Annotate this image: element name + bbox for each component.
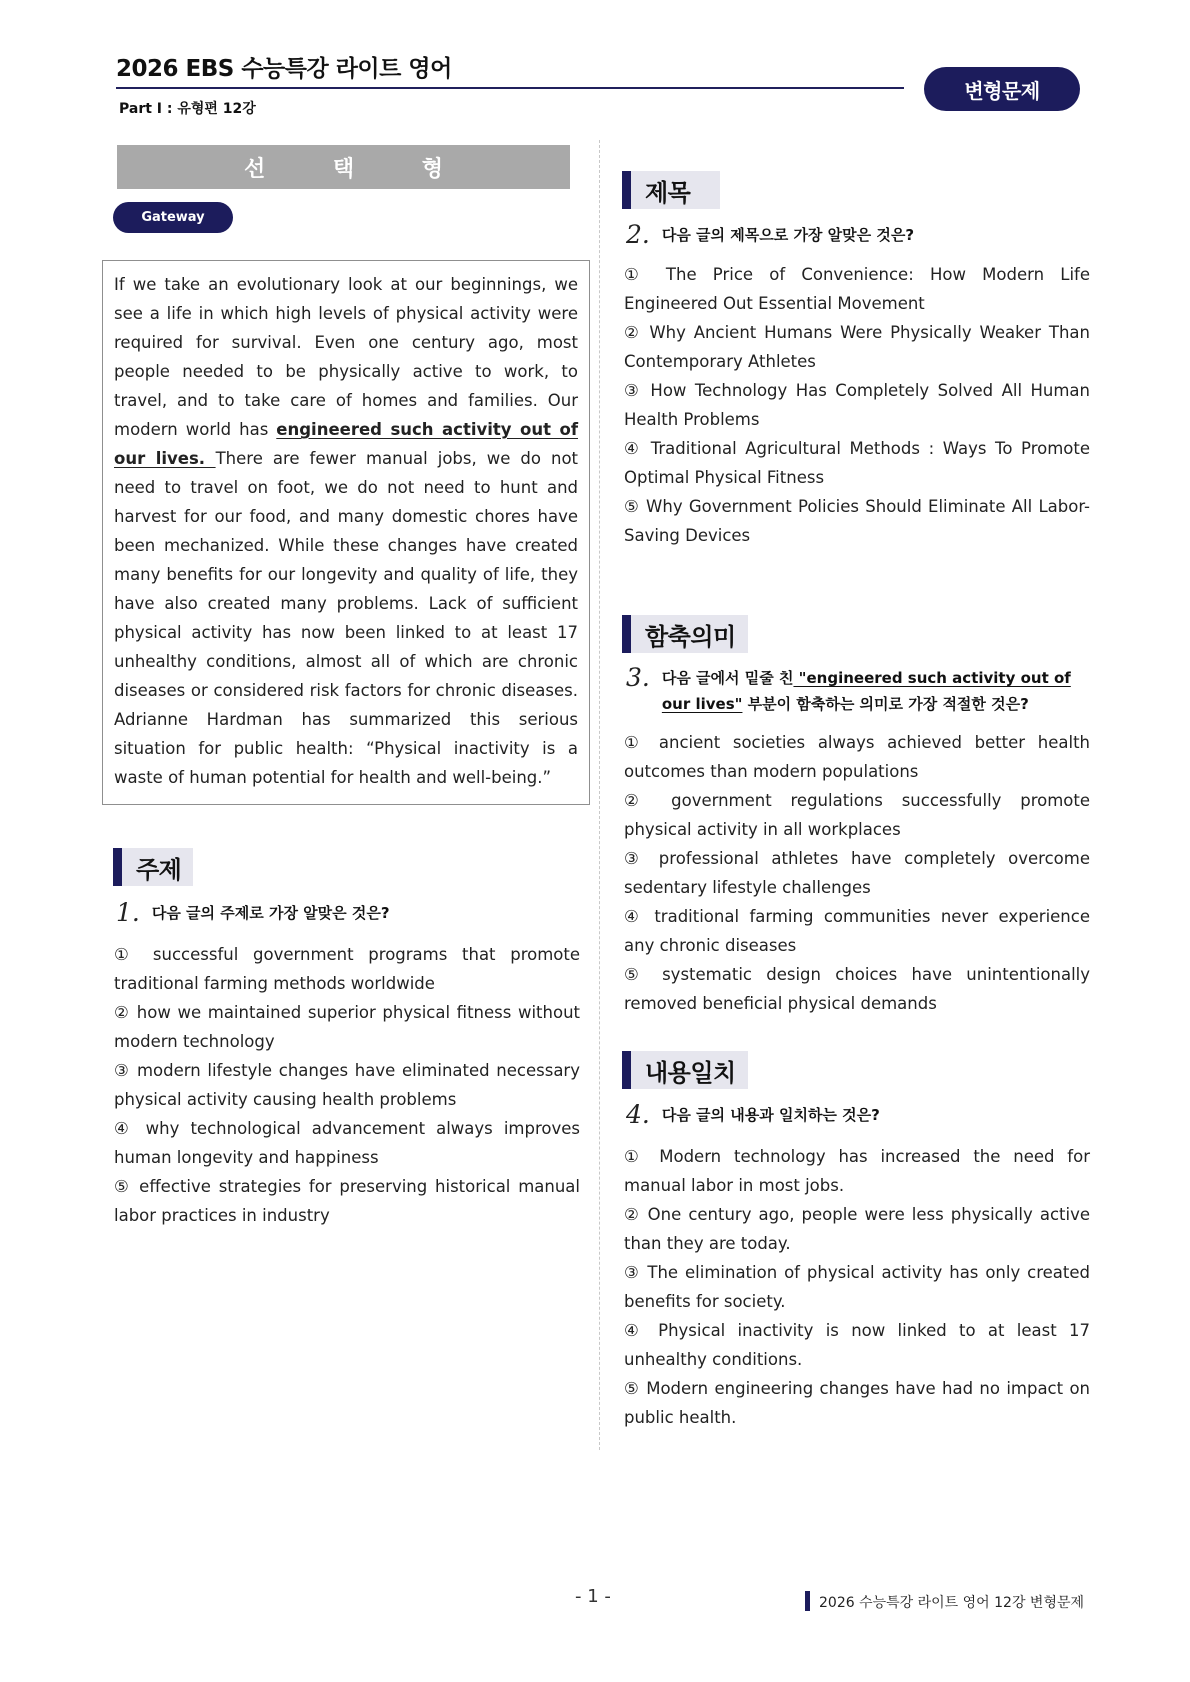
question-text: 다음 글의 주제로 가장 알맞은 것은? (151, 904, 390, 922)
question-number: 1. (116, 898, 140, 927)
stem-prefix: 다음 글에서 밑줄 친 (661, 669, 794, 687)
stem-suffix: 부분이 함축하는 의미로 가장 적절한 것은? (742, 695, 1029, 713)
passage-underlined-phrase: engineered such activity out of our lives. (114, 420, 578, 468)
option-4[interactable]: ④ Physical inactivity is now linked to at least 17 unhealthy conditions. (624, 1321, 1090, 1369)
section-bar (113, 848, 122, 886)
select-type-bar: 선 택 형 (117, 145, 570, 189)
option-2[interactable]: ② One century ago, people were less physically active than they are today. (624, 1205, 1090, 1253)
question-4-options (624, 1142, 1090, 1432)
option-1[interactable]: ① Modern technology has increased the need for manual labor in most jobs. (624, 1147, 1090, 1195)
section-bar (622, 171, 631, 209)
question-4-stem (626, 1102, 1092, 1128)
section-header-content-match (622, 1051, 748, 1089)
section-header-implication (622, 615, 748, 653)
section-bar (622, 615, 631, 653)
passage-text-2: There are fewer manual jobs, we do not need to travel on foot, we do not need to hunt and harvest for our food, and many domestic chores have been mechanized. While these changes have created many benefits for our longevity and quality of life, they have also created many problems. Lack of sufficient physical activity has now been linked to at least 17 unhealthy conditions, almost all of which are chronic diseases or considered risk factors for chronic diseases. Adrianne Hardman has summarized this serious situation for public health: “Physical inactivity is a waste of human potential for health and well-being.” (114, 449, 579, 787)
option-1[interactable]: ① ancient societies always achieved better health outcomes than modern populations (624, 733, 1090, 781)
option-3[interactable]: ③ modern lifestyle changes have eliminated necessary physical activity causing health problems (114, 1061, 580, 1109)
option-3[interactable]: ③ The elimination of physical activity has only created benefits for society. (624, 1263, 1090, 1311)
question-text (662, 665, 1088, 717)
option-3[interactable]: ③ How Technology Has Completely Solved All Human Health Problems (624, 381, 1090, 429)
option-4[interactable]: ④ traditional farming communities never experience any chronic diseases (624, 907, 1090, 955)
option-2[interactable]: ② government regulations successfully promote physical activity in all workplaces (624, 791, 1090, 839)
section-label: 주제 (122, 848, 193, 886)
option-2[interactable]: ② how we maintained superior physical fitness without modern technology (114, 1003, 580, 1051)
section-label: 함축의미 (631, 615, 748, 653)
option-3[interactable]: ③ professional athletes have completely overcome sedentary lifestyle challenges (624, 849, 1090, 897)
header-rule (116, 87, 904, 89)
part-subtitle: Part Ⅰ : 유형편 12강 (119, 101, 256, 117)
question-2-options (624, 260, 1090, 550)
option-5[interactable]: ⑤ Why Government Policies Should Eliminate All Labor-Saving Devices (624, 497, 1090, 545)
page-number: - 1 - (575, 1586, 611, 1607)
question-number: 3. (626, 663, 650, 692)
question-text: 다음 글의 내용과 일치하는 것은? (661, 1106, 880, 1124)
column-divider (599, 140, 600, 1450)
option-5[interactable]: ⑤ systematic design choices have unintentionally removed beneficial physical demands (624, 965, 1090, 1013)
section-bar (622, 1051, 631, 1089)
option-5[interactable]: ⑤ effective strategies for preserving historical manual labor practices in industry (114, 1177, 580, 1225)
section-header-topic (113, 848, 193, 886)
question-text: 다음 글의 제목으로 가장 알맞은 것은? (661, 226, 915, 244)
question-number: 4. (626, 1100, 650, 1129)
gateway-badge: Gateway (113, 202, 233, 233)
option-2[interactable]: ② Why Ancient Humans Were Physically Weaker Than Contemporary Athletes (624, 323, 1090, 371)
option-5[interactable]: ⑤ Modern engineering changes have had no impact on public health. (624, 1379, 1090, 1427)
variant-badge: 변형문제 (924, 67, 1080, 111)
option-1[interactable]: ① successful government programs that promote traditional farming methods worldwide (114, 945, 580, 993)
footer-bar (805, 1591, 810, 1611)
passage-box (102, 260, 590, 805)
section-label: 제목 (631, 171, 720, 209)
question-number: 2. (626, 220, 650, 249)
question-3-options (624, 728, 1090, 1018)
footer-text: 2026 수능특강 라이트 영어 12강 변형문제 (819, 1595, 1085, 1611)
question-1-stem (116, 900, 582, 926)
stem-underlined-quote: "engineered such activity out of our lives" (661, 669, 1071, 713)
page-title: 2026 EBS 수능특강 라이트 영어 (116, 56, 452, 82)
question-2-stem (626, 222, 1092, 248)
question-1-options (114, 940, 580, 1230)
section-label: 내용일치 (631, 1051, 748, 1089)
passage-text-1: If we take an evolutionary look at our beginnings, we see a life in which high levels of physical activity were required for survival. Even one century ago, most people needed to be physically active to work, to travel, and to take care of homes and families. Our modern world has (114, 275, 578, 439)
section-header-title (622, 171, 720, 209)
question-3-stem (626, 665, 1092, 717)
option-4[interactable]: ④ why technological advancement always improves human longevity and happiness (114, 1119, 580, 1167)
option-4[interactable]: ④ Traditional Agricultural Methods : Ways To Promote Optimal Physical Fitness (624, 439, 1090, 487)
option-1[interactable]: ① The Price of Convenience: How Modern Life Engineered Out Essential Movement (624, 265, 1090, 313)
